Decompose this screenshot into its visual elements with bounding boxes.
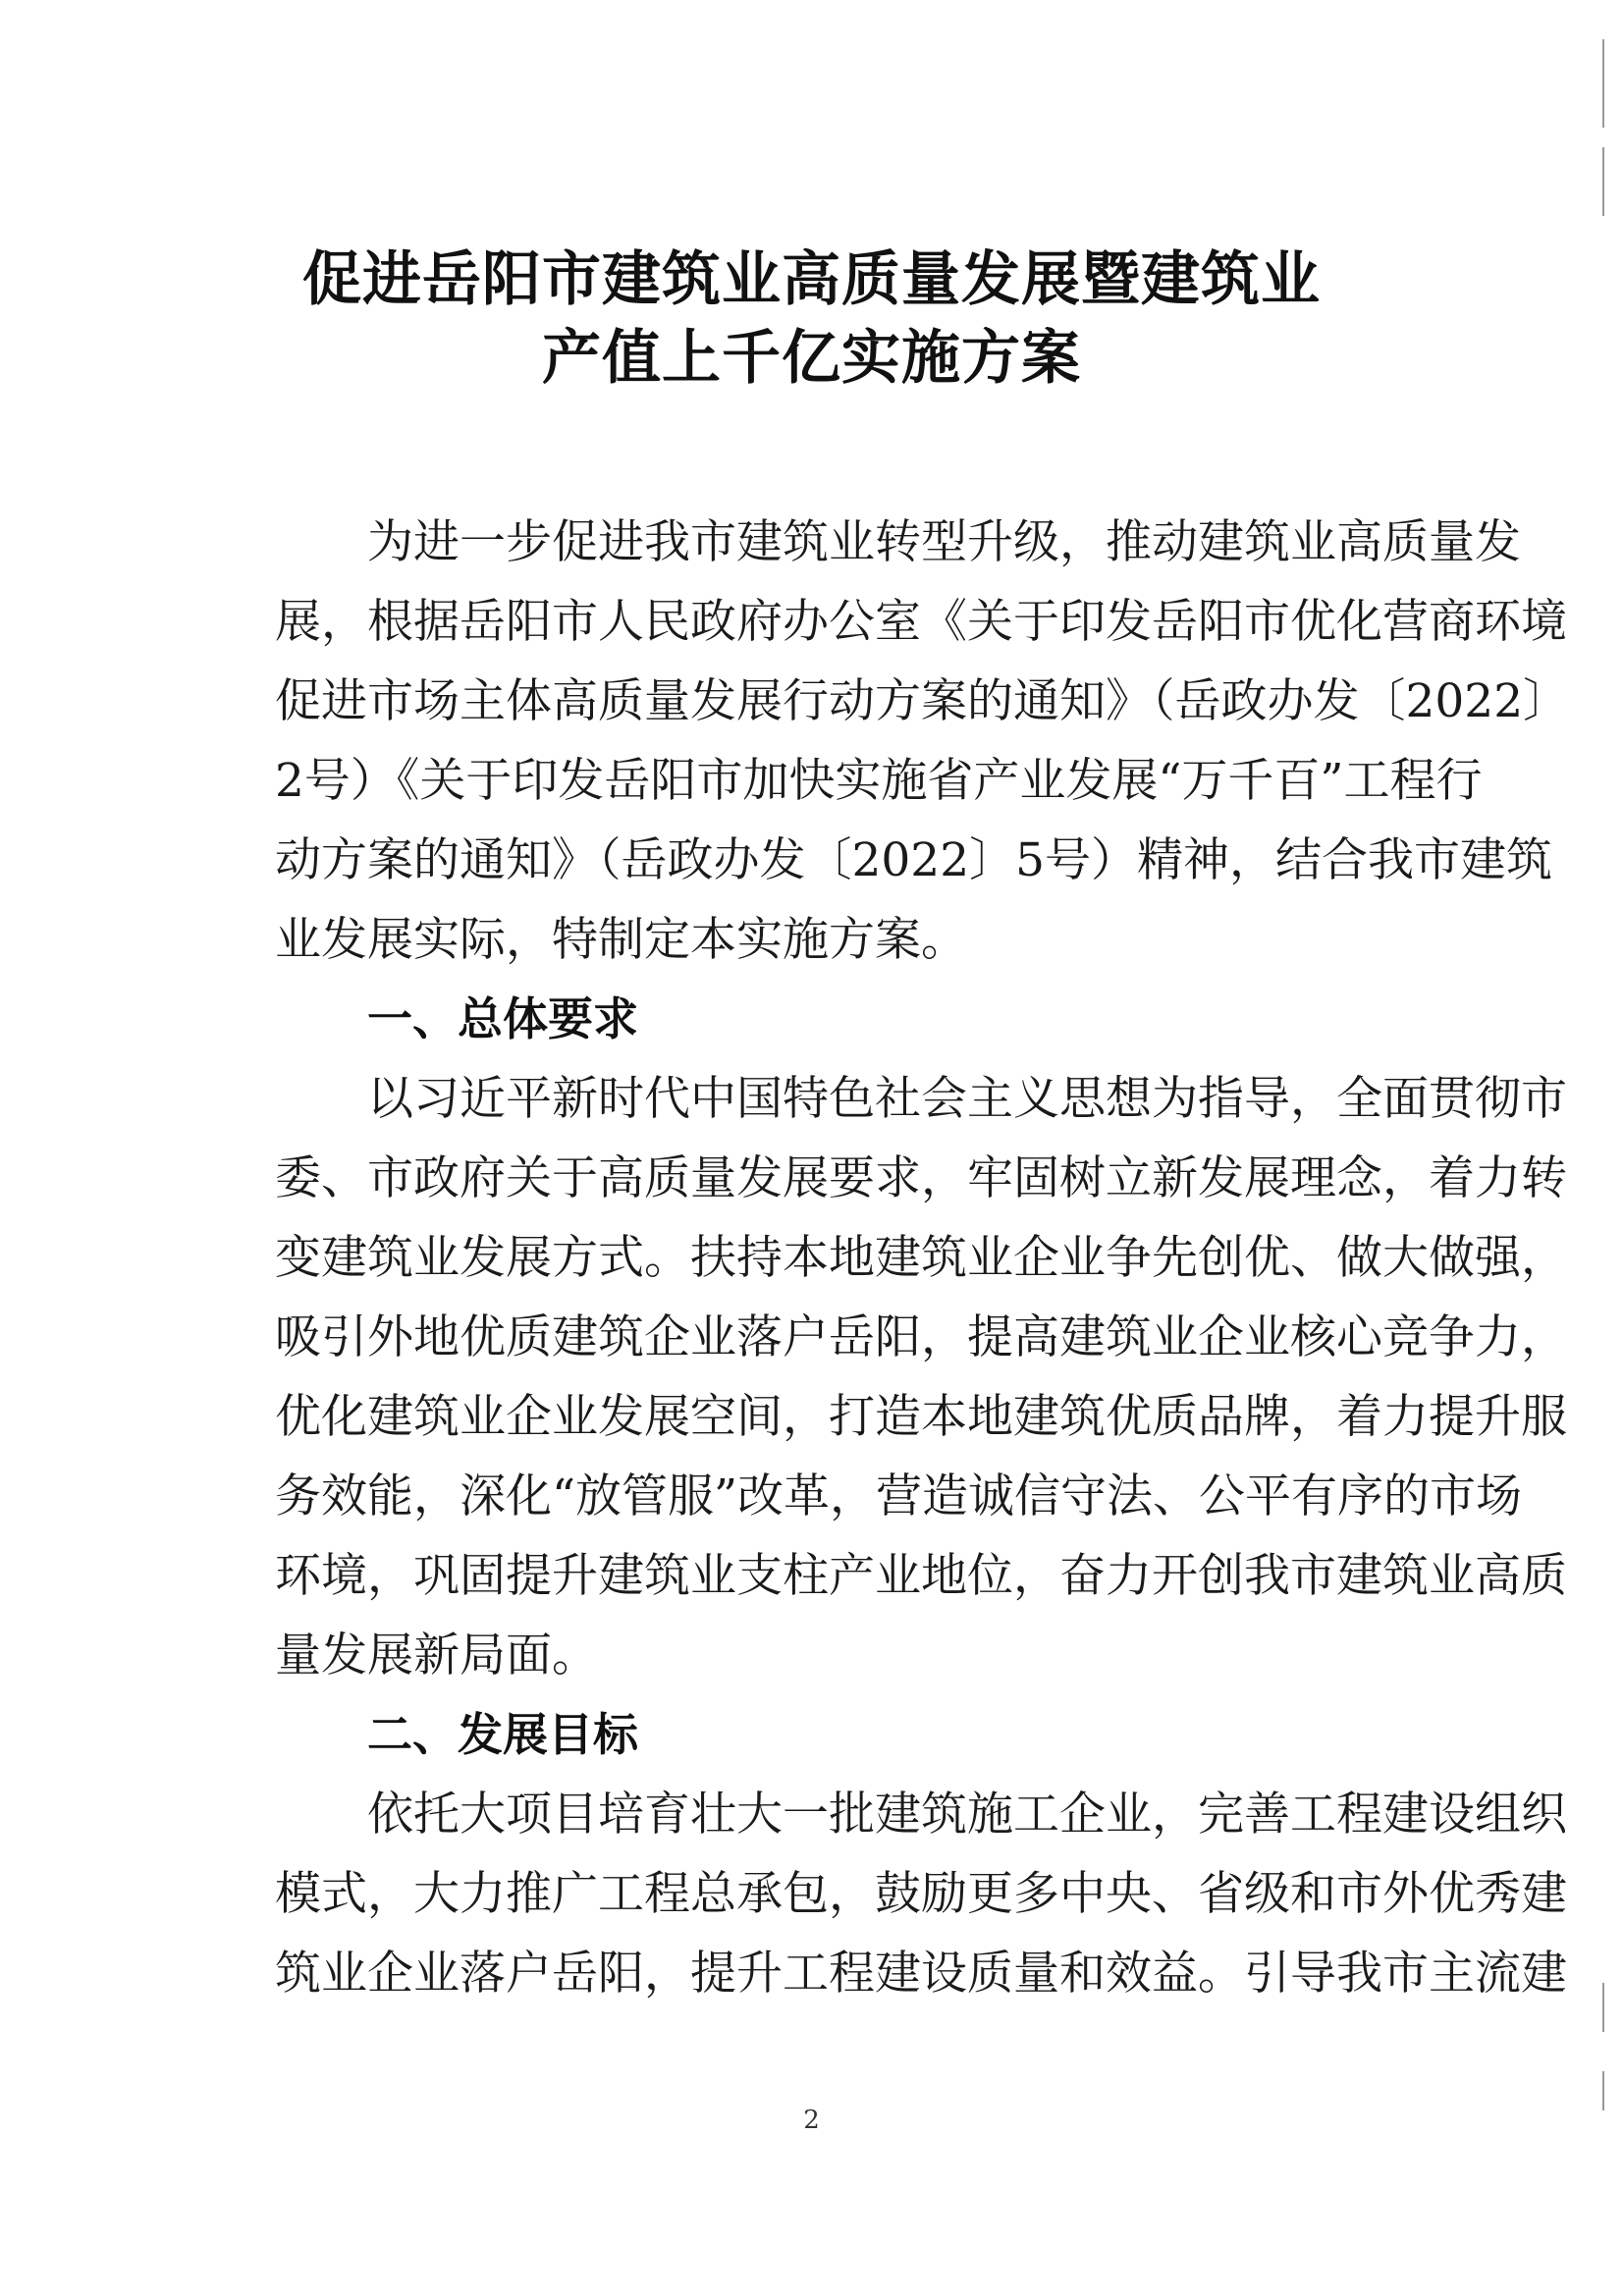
intro-paragraph-line: 展，根据岳阳市人民政府办公室《关于印发岳阳市优化营商环境 [275,595,1567,649]
document-title-line-1: 促进岳阳市建筑业高质量发展暨建筑业 [302,245,1321,314]
section1-paragraph-line: 优化建筑业企业发展空间，打造本地建筑优质品牌，着力提升服 [275,1390,1567,1444]
section1-paragraph-line: 变建筑业发展方式。扶持本地建筑业企业争先创优、做大做强， [275,1231,1567,1285]
scan-edge-mark [1602,39,1604,128]
intro-paragraph-line: 为进一步促进我市建筑业转型升级，推动建筑业高质量发 [367,515,1521,569]
section2-paragraph-line: 筑业企业落户岳阳，提升工程建设质量和效益。引导我市主流建 [275,1947,1567,2001]
section2-paragraph-line: 模式，大力推广工程总承包，鼓励更多中央、省级和市外优秀建 [275,1867,1567,1921]
intro-paragraph-line: 2号）《关于印发岳阳市加快实施省产业发展“万千百”工程行 [275,754,1483,808]
section2-paragraph-line: 依托大项目培育壮大一批建筑施工企业，完善工程建设组织 [367,1788,1567,1842]
document-title-line-2: 产值上千亿实施方案 [542,324,1081,393]
section-heading-development-goals: 二、发展目标 [367,1708,638,1761]
document-body [275,503,1570,2013]
scan-edge-mark [1602,2071,1604,2110]
page-number: 2 [803,2106,820,2135]
intro-paragraph-line: 业发展实际，特制定本实施方案。 [275,913,967,967]
intro-paragraph-line: 动方案的通知》（岳政办发〔2022〕5号）精神，结合我市建筑 [275,833,1553,887]
section1-paragraph-line: 委、市政府关于高质量发展要求，牢固树立新发展理念，着力转 [275,1151,1567,1205]
section1-paragraph-line: 环境，巩固提升建筑业支柱产业地位，奋力开创我市建筑业高质 [275,1549,1567,1603]
section1-paragraph-line: 量发展新局面。 [275,1629,598,1682]
section1-paragraph-line: 务效能，深化“放管服”改革，营造诚信守法、公平有序的市场 [275,1469,1523,1523]
section1-paragraph-line: 吸引外地优质建筑企业落户岳阳，提高建筑业企业核心竞争力， [275,1310,1567,1364]
section1-paragraph-line: 以习近平新时代中国特色社会主义思想为指导，全面贯彻市 [367,1072,1567,1126]
scan-edge-mark [1602,1983,1604,2032]
scan-edge-mark [1602,147,1604,216]
intro-paragraph-line: 促进市场主体高质量发展行动方案的通知》（岳政办发〔2022〕 [275,674,1570,728]
section-heading-general-requirements: 一、总体要求 [367,992,638,1045]
